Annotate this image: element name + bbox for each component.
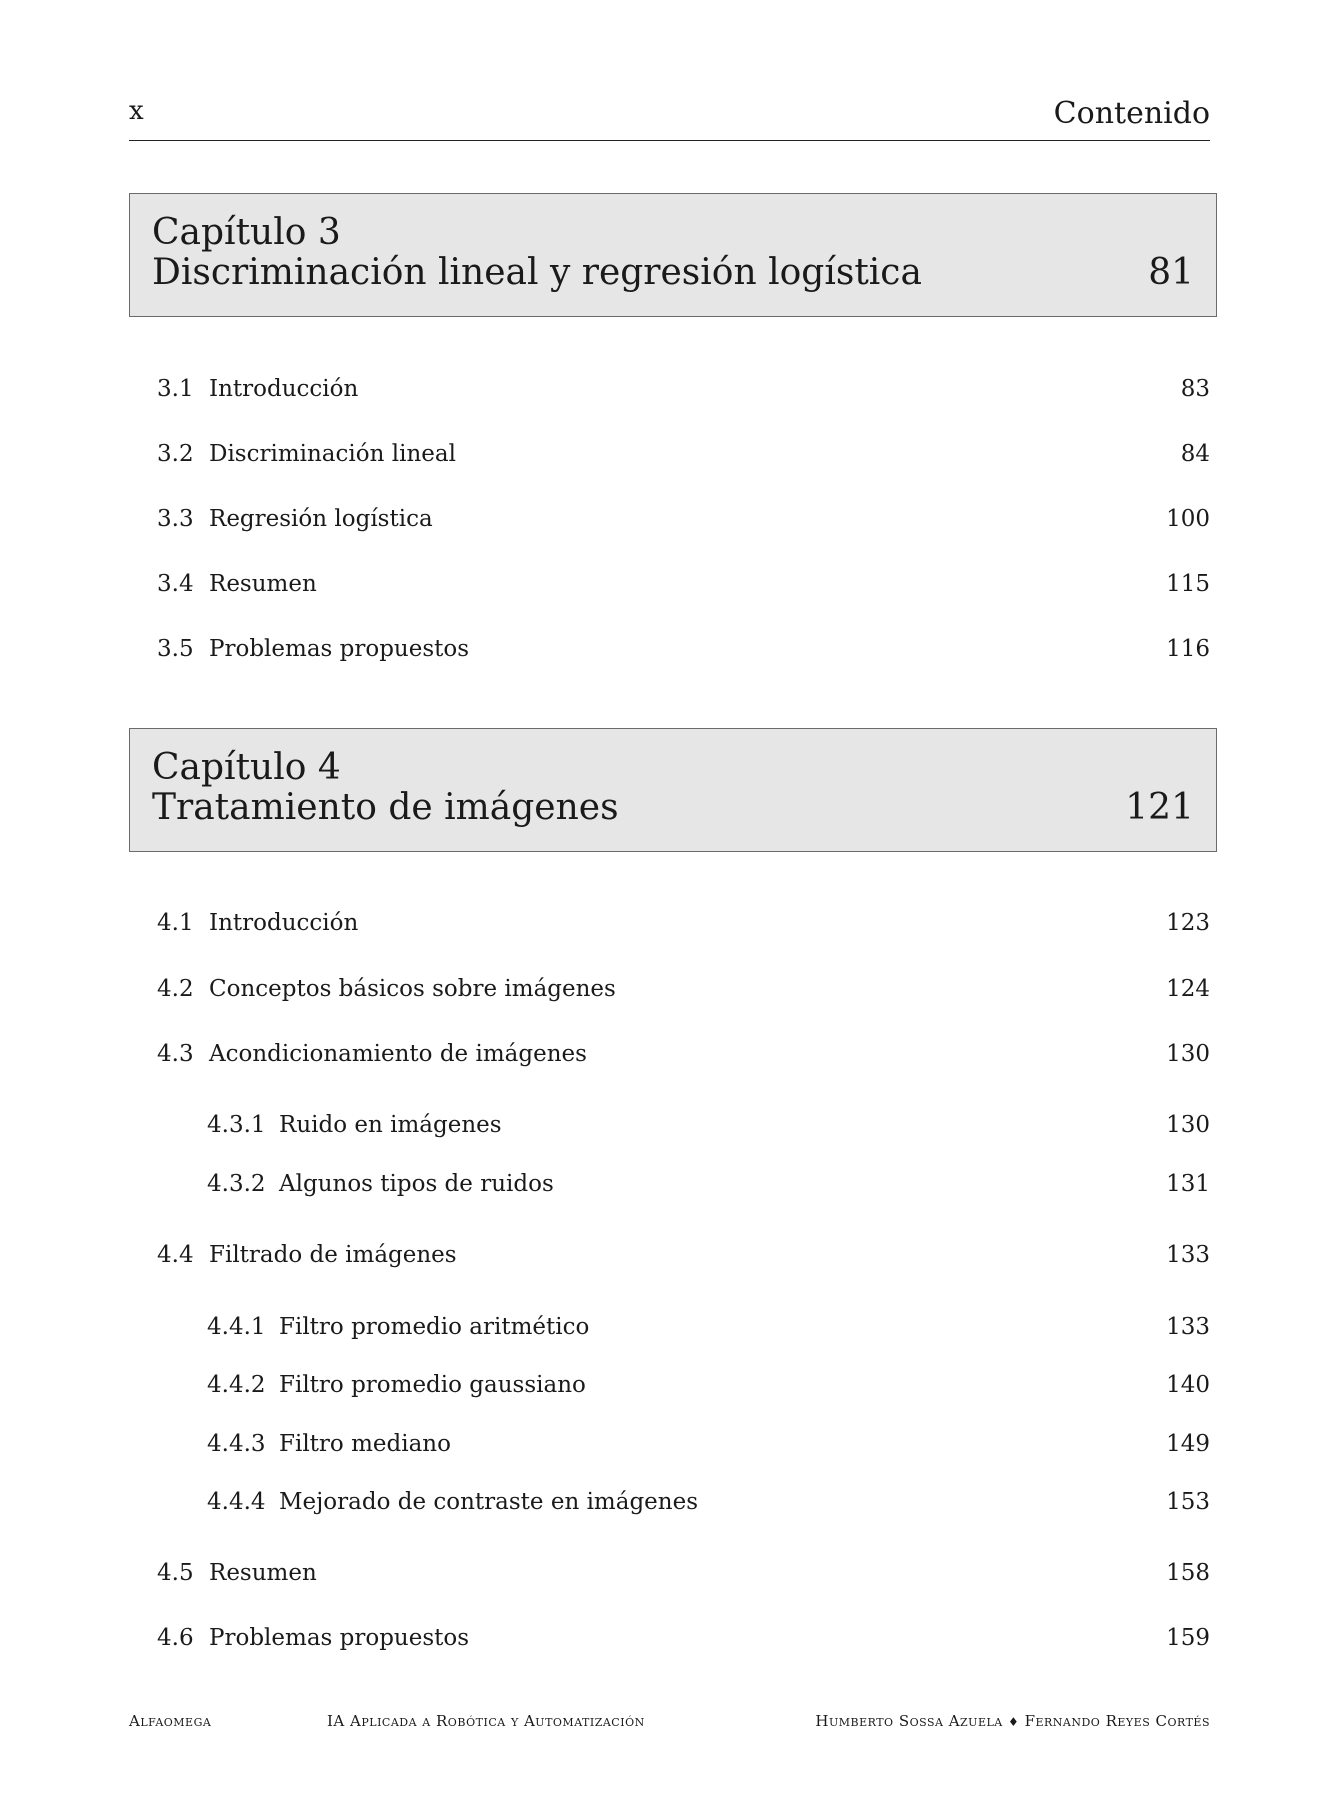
page-footer [129,1712,1210,1736]
toc-entry-title: Introducción [209,376,359,402]
chapter-title: Tratamiento de imágenes [152,787,619,828]
toc-entry-number: 4.4.1 [207,1314,266,1340]
toc-entry-title: Algunos tipos de ruidos [279,1171,554,1197]
diamond-separator-icon: ♦ [1008,1715,1020,1729]
chapter-page: 121 [1125,787,1194,828]
toc-entry-page: 131 [1166,1171,1210,1197]
toc-entry[interactable] [157,636,1210,668]
toc-entry-page: 123 [1166,910,1210,936]
toc-entry[interactable] [157,1041,1210,1073]
toc-entry-number: 4.5 [157,1560,194,1586]
toc-entry-page: 116 [1166,636,1210,662]
toc-entry-number: 4.4 [157,1242,194,1268]
toc-entry-page: 149 [1166,1431,1210,1457]
toc-entry[interactable] [157,976,1210,1008]
toc-entry-title: Resumen [209,571,317,597]
toc-entry-page: 100 [1166,506,1210,532]
toc-entry[interactable] [157,506,1210,538]
footer-authors [815,1712,1210,1730]
toc-entry-page: 133 [1166,1242,1210,1268]
page-number: x [129,96,144,126]
toc-entry-number: 3.4 [157,571,194,597]
chapter-heading-3[interactable] [129,193,1217,317]
toc-entry-number: 4.4.3 [207,1431,266,1457]
toc-entry-title: Acondicionamiento de imágenes [209,1041,587,1067]
toc-subentry[interactable] [207,1431,1210,1463]
toc-entry-title: Mejorado de contraste en imágenes [279,1489,699,1515]
toc-entry-number: 3.3 [157,506,194,532]
page-header [129,96,1210,141]
toc-entry-title: Filtro mediano [279,1431,451,1457]
toc-entry-page: 130 [1166,1112,1210,1138]
toc-entry-title: Regresión logística [209,506,433,532]
chapter-label: Capítulo 4 [152,747,341,788]
toc-entry-page: 159 [1166,1625,1210,1651]
toc-entry-page: 158 [1166,1560,1210,1586]
toc-entry-page: 133 [1166,1314,1210,1340]
toc-entry[interactable] [157,571,1210,603]
footer-author-2: Fernando Reyes Cortés [1024,1712,1210,1730]
toc-entry-number: 4.3 [157,1041,194,1067]
toc-entry-title: Filtro promedio gaussiano [279,1372,586,1398]
footer-book-title: IA Aplicada a Robótica y Automatización [327,1712,645,1730]
toc-entry-number: 4.2 [157,976,194,1002]
toc-entry-title: Introducción [209,910,359,936]
toc-entry[interactable] [157,1625,1210,1657]
toc-entry-number: 4.1 [157,910,194,936]
footer-publisher: Alfaomega [129,1712,212,1730]
running-head: Contenido [1053,96,1210,131]
toc-entry-title: Conceptos básicos sobre imágenes [209,976,616,1002]
toc-entry-number: 4.4.2 [207,1372,266,1398]
toc-entry[interactable] [157,441,1210,473]
toc-entry[interactable] [157,910,1210,942]
toc-entry-page: 153 [1166,1489,1210,1515]
toc-entry-page: 115 [1166,571,1210,597]
toc-entry-page: 83 [1180,376,1210,402]
toc-entry-page: 124 [1166,976,1210,1002]
chapter-heading-4[interactable] [129,728,1217,852]
toc-subentry[interactable] [207,1112,1210,1144]
toc-entry-number: 3.5 [157,636,194,662]
toc-entry[interactable] [157,1242,1210,1274]
toc-entry-title: Problemas propuestos [209,636,470,662]
toc-entry-number: 4.3.1 [207,1112,266,1138]
toc-entry-title: Problemas propuestos [209,1625,470,1651]
toc-entry[interactable] [157,1560,1210,1592]
toc-entry-number: 4.3.2 [207,1171,266,1197]
toc-subentry[interactable] [207,1171,1210,1203]
toc-entry-page: 84 [1180,441,1210,467]
toc-entry-page: 140 [1166,1372,1210,1398]
toc-subentry[interactable] [207,1372,1210,1404]
toc-subentry[interactable] [207,1489,1210,1521]
toc-entry-title: Filtrado de imágenes [209,1242,457,1268]
toc-entry-number: 4.4.4 [207,1489,266,1515]
toc-entry-page: 130 [1166,1041,1210,1067]
toc-entry-number: 3.1 [157,376,194,402]
chapter-label: Capítulo 3 [152,212,341,253]
toc-entry-number: 3.2 [157,441,194,467]
toc-entry-number: 4.6 [157,1625,194,1651]
chapter-title: Discriminación lineal y regresión logística [152,252,922,293]
toc-entry-title: Discriminación lineal [209,441,456,467]
footer-author-1: Humberto Sossa Azuela [815,1712,1003,1730]
toc-subentry[interactable] [207,1314,1210,1346]
chapter-page: 81 [1148,252,1194,293]
toc-entry-title: Resumen [209,1560,317,1586]
toc-entry[interactable] [157,376,1210,408]
toc-entry-title: Ruido en imágenes [279,1112,502,1138]
toc-entry-title: Filtro promedio aritmético [279,1314,590,1340]
